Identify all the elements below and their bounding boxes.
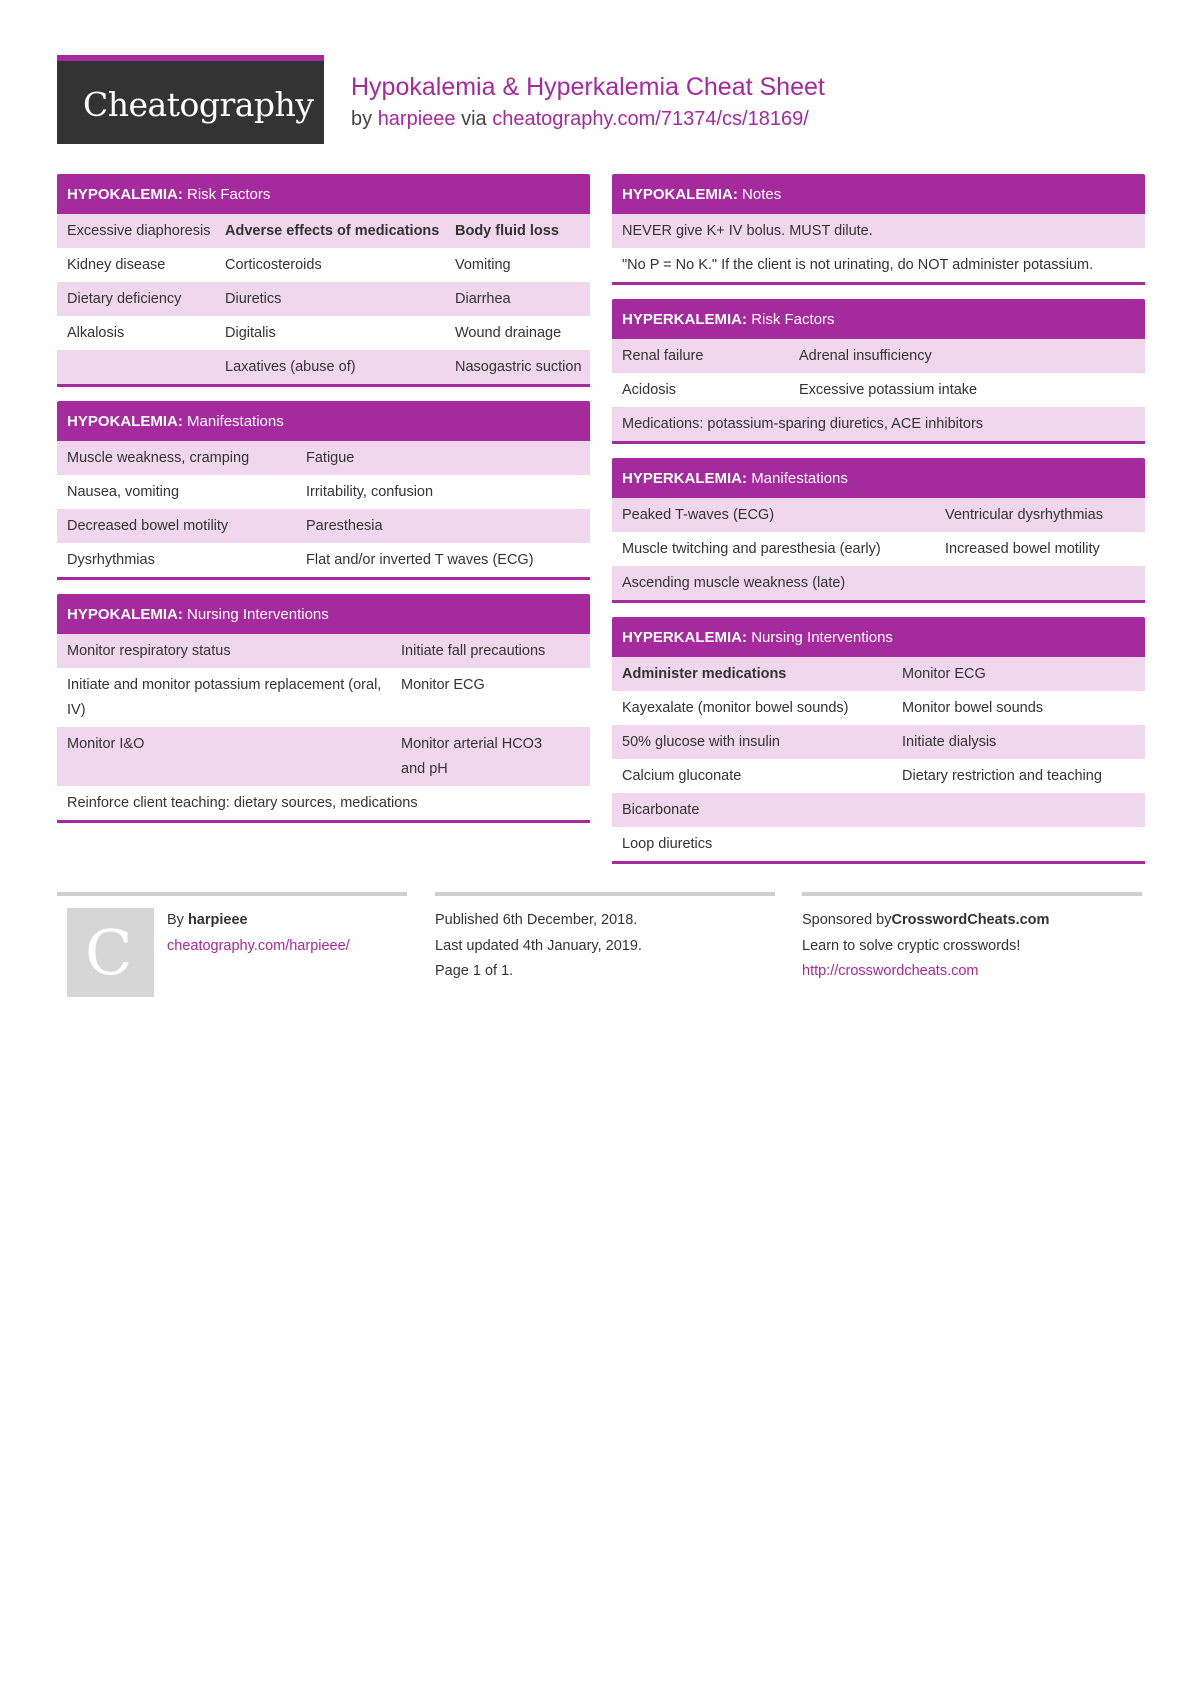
section-hyperkalemia-nursing-interventions [612, 617, 1145, 864]
table-row [57, 786, 590, 820]
table-cell: Alkalosis [67, 325, 125, 341]
table-cell: Calcium gluconate [622, 768, 742, 784]
table-row [612, 532, 1145, 566]
table-cell: Diuretics [225, 291, 282, 307]
section-hypokalemia-nursing-interventions [57, 594, 590, 823]
table-row [57, 282, 590, 316]
section-header-title: Nursing Interventions [187, 606, 329, 623]
table-cell: Body fluid loss [455, 223, 559, 239]
page-header [57, 55, 1142, 145]
updated-date: Last updated 4th January, 2019. [435, 938, 642, 954]
table-cell [892, 832, 1145, 857]
table-row [612, 373, 1145, 407]
table-cell: Fatigue [306, 450, 355, 466]
via-label: via [461, 108, 487, 130]
table-cell: Renal failure [622, 348, 704, 364]
section-header [612, 458, 1145, 498]
table-cell: Initiate and monitor potassium replacement (oral, IV) [67, 677, 382, 718]
table-row [612, 339, 1145, 373]
section-hypokalemia-risk-factors [57, 174, 590, 387]
table-row [57, 543, 590, 577]
table-row [612, 827, 1145, 861]
table-row [612, 214, 1145, 248]
table-cell: NEVER give K+ IV bolus. MUST dilute. [622, 223, 873, 239]
table-row [57, 441, 590, 475]
footer-by-line [167, 912, 248, 928]
sponsor-tagline: Learn to solve cryptic crosswords! [802, 938, 1021, 954]
table-cell: Corticosteroids [225, 257, 322, 273]
table-cell: Bicarbonate [622, 802, 700, 818]
table-cell: Monitor ECG [401, 677, 485, 693]
table-cell: Dietary deficiency [67, 291, 182, 307]
table-cell: 50% glucose with insulin [622, 734, 780, 750]
by-label: By [167, 912, 184, 928]
table-row [612, 793, 1145, 827]
footer-sponsor-block [802, 892, 1142, 996]
section-header [57, 174, 590, 214]
table-cell: Peaked T-waves (ECG) [622, 507, 775, 523]
table-cell: Muscle twitching and paresthesia (early) [622, 541, 881, 557]
table-cell: Vomiting [455, 257, 511, 273]
table-cell: Increased bowel motility [945, 541, 1100, 557]
by-label: by [351, 108, 373, 130]
table-row [57, 727, 590, 786]
table-cell: Reinforce client teaching: dietary sources, medications [67, 795, 418, 811]
section-header-title: Risk Factors [751, 311, 835, 328]
left-column [57, 174, 590, 837]
table-cell [892, 798, 1145, 823]
table-cell [57, 355, 215, 380]
section-header [57, 401, 590, 441]
table-cell: Laxatives (abuse of) [225, 359, 356, 375]
logo-text: Cheatography [83, 85, 314, 124]
section-header-title: Risk Factors [187, 186, 271, 203]
sponsor-line [802, 912, 1049, 928]
table-cell: Digitalis [225, 325, 276, 341]
table-cell: Dietary restriction and teaching [902, 768, 1102, 784]
section-header-title: Notes [742, 186, 782, 203]
table-row [612, 759, 1145, 793]
table-cell: Kidney disease [67, 257, 166, 273]
right-column [612, 174, 1145, 878]
section-hypokalemia-notes [612, 174, 1145, 285]
table-cell: Muscle weakness, cramping [67, 450, 250, 466]
section-header [57, 594, 590, 634]
section-header-title: Manifestations [751, 470, 848, 487]
sponsored-label: Sponsored by [802, 912, 892, 928]
page-subtitle [351, 108, 809, 131]
sponsor-link[interactable]: http://crosswordcheats.com [802, 963, 979, 979]
section-header-title: Nursing Interventions [751, 629, 893, 646]
table-cell: Monitor I&O [67, 736, 145, 752]
table-row [57, 509, 590, 543]
section-header-prefix: HYPOKALEMIA: [67, 186, 183, 203]
table-row [612, 566, 1145, 600]
section-header-prefix: HYPOKALEMIA: [67, 606, 183, 623]
table-cell: Paresthesia [306, 518, 383, 534]
sheet-url-link[interactable]: cheatography.com/71374/cs/18169/ [492, 108, 809, 130]
author-link[interactable]: harpieee [377, 108, 456, 130]
table-row [612, 248, 1145, 282]
author-avatar[interactable] [67, 908, 154, 997]
table-row [612, 691, 1145, 725]
section-header [612, 174, 1145, 214]
published-date: Published 6th December, 2018. [435, 912, 638, 928]
table-cell: Adverse effects of medications [225, 223, 440, 239]
table-row [57, 316, 590, 350]
page-title: Hypokalemia & Hyperkalemia Cheat Sheet [351, 73, 825, 101]
table-row [57, 248, 590, 282]
table-cell: Ventricular dysrhythmias [945, 507, 1103, 523]
table-cell: Irritability, confusion [306, 484, 434, 500]
footer-author-link[interactable]: cheatography.com/harpieee/ [167, 938, 350, 954]
table-cell: Monitor arterial HCO3 and pH [401, 736, 543, 777]
table-cell: Wound drainage [455, 325, 562, 341]
table-row [57, 668, 590, 727]
table-row [612, 498, 1145, 532]
section-header-title: Manifestations [187, 413, 284, 430]
section-header-prefix: HYPERKALEMIA: [622, 470, 748, 487]
cheatography-logo[interactable] [57, 55, 324, 144]
table-cell: Kayexalate (monitor bowel sounds) [622, 700, 849, 716]
section-hyperkalemia-manifestations [612, 458, 1145, 603]
table-cell: Nausea, vomiting [67, 484, 180, 500]
page-number: Page 1 of 1. [435, 963, 514, 979]
table-row [57, 214, 590, 248]
table-cell: Excessive diaphoresis [67, 223, 211, 239]
table-cell: Decreased bowel motility [67, 518, 229, 534]
table-cell: Excessive potassium intake [799, 382, 978, 398]
sponsor-name[interactable]: CrosswordCheats.com [891, 912, 1050, 928]
page-footer [57, 892, 1142, 1002]
table-cell: Diarrhea [455, 291, 511, 307]
table-cell: Flat and/or inverted T waves (ECG) [306, 552, 534, 568]
table-row [612, 725, 1145, 759]
table-cell: "No P = No K." If the client is not urinating, do NOT administer potassium. [622, 257, 1094, 273]
table-cell: Loop diuretics [622, 836, 713, 852]
table-cell: Ascending muscle weakness (late) [622, 575, 846, 591]
section-hypokalemia-manifestations [57, 401, 590, 580]
table-cell: Monitor bowel sounds [902, 700, 1044, 716]
table-row [612, 407, 1145, 441]
table-cell: Acidosis [622, 382, 676, 398]
footer-publish-block [435, 892, 775, 996]
table-cell: Initiate dialysis [902, 734, 997, 750]
table-row [57, 475, 590, 509]
table-cell: Monitor ECG [902, 666, 986, 682]
table-row [612, 657, 1145, 691]
section-header-prefix: HYPERKALEMIA: [622, 311, 748, 328]
section-header [612, 617, 1145, 657]
section-header-prefix: HYPERKALEMIA: [622, 629, 748, 646]
table-cell: Initiate fall precautions [401, 643, 546, 659]
avatar-letter: C [85, 916, 133, 989]
section-header-prefix: HYPOKALEMIA: [622, 186, 738, 203]
table-row [57, 350, 590, 384]
table-cell: Nasogastric suction [455, 359, 582, 375]
section-hyperkalemia-risk-factors [612, 299, 1145, 444]
table-cell: Monitor respiratory status [67, 643, 231, 659]
footer-author-name[interactable]: harpieee [187, 912, 248, 928]
table-cell: Administer medications [622, 666, 787, 682]
table-cell: Dysrhythmias [67, 552, 155, 568]
table-row [57, 634, 590, 668]
section-header [612, 299, 1145, 339]
section-header-prefix: HYPOKALEMIA: [67, 413, 183, 430]
table-cell: Medications: potassium-sparing diuretics, ACE inhibitors [622, 416, 984, 432]
table-cell: Adrenal insufficiency [799, 348, 932, 364]
footer-author-block [57, 892, 407, 996]
